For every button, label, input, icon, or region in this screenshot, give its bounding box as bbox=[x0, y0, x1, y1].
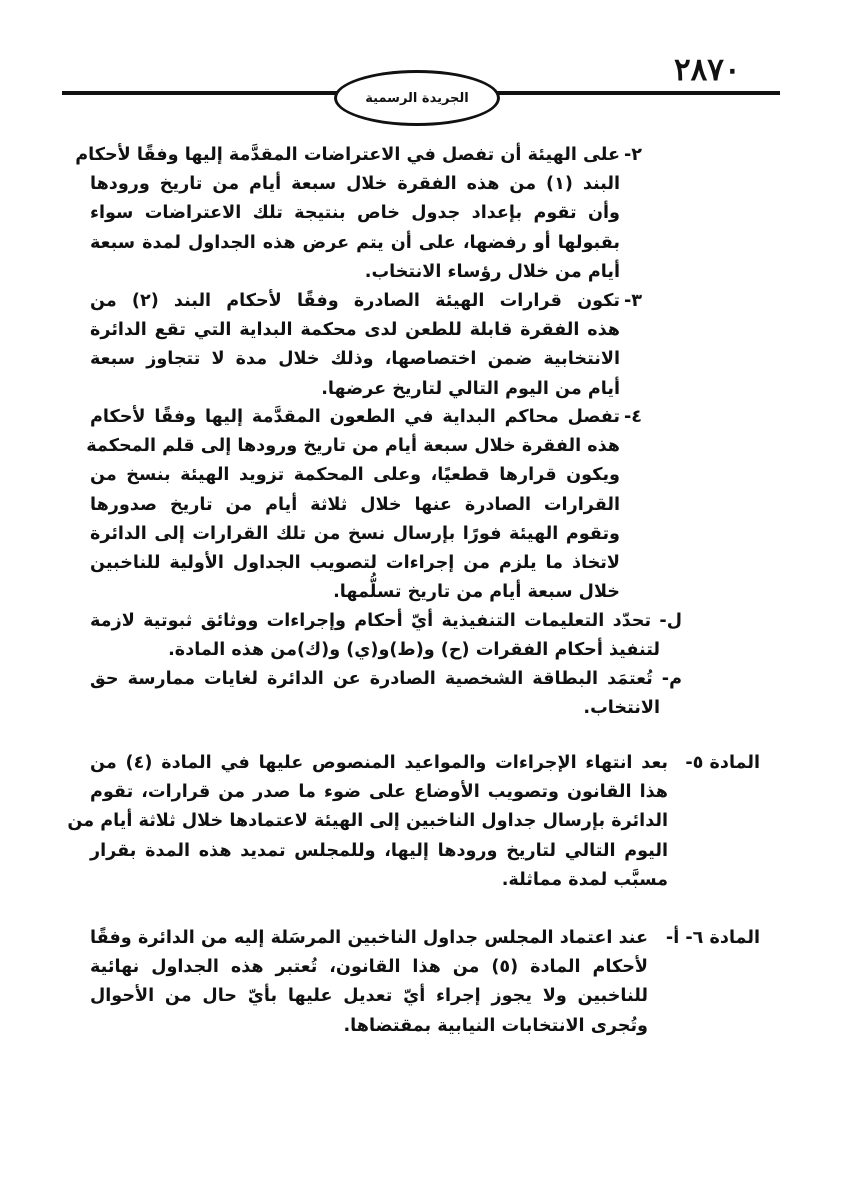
clause-line: الانتخابية ضمن اختصاصها، وذلك خلال مدة لا تتجاوز سبعة bbox=[90, 349, 620, 370]
item-line: الانتخاب. bbox=[583, 698, 660, 719]
clause-line: وتقوم الهيئة فورًا بإرسال نسخ من تلك القرارات إلى الدائرة bbox=[90, 523, 620, 544]
article-line: مسبَّب لمدة مماثلة. bbox=[501, 869, 668, 890]
clause-line: هذه الفقرة خلال سبعة أيام من تاريخ ورودها إلى قلم المحكمة bbox=[86, 436, 620, 457]
article-6 bbox=[90, 924, 760, 1041]
article-line: لأحكام المادة (٥) من هذا القانون، تُعتبر هذه الجداول نهائية bbox=[90, 957, 648, 978]
item-marker: ل- bbox=[659, 611, 682, 631]
clause-line: وأن تقوم بإعداد جدول خاص بنتيجة تلك الاعتراضات سواء bbox=[90, 203, 620, 224]
clause-4 bbox=[86, 403, 642, 607]
clause-line: ويكون قرارها قطعيًا، وعلى المحكمة تزويد الهيئة بنسخ من bbox=[90, 465, 620, 486]
clause-line: لاتخاذ ما يلزم من إجراءات لتصويب الجداول الأولية للناخبين bbox=[90, 553, 620, 574]
clause-line: على الهيئة أن تفصل في الاعتراضات المقدَّمة إليها وفقًا لأحكام bbox=[75, 145, 620, 165]
item-marker: م- bbox=[661, 669, 682, 689]
article-label: المادة ٥- bbox=[685, 753, 760, 773]
article-5 bbox=[67, 749, 760, 895]
article-line: للناخبين ولا يجوز إجراء أيّ تعديل عليها بأيّ حال من الأحوال bbox=[90, 986, 648, 1007]
clause-line: خلال سبعة أيام من تاريخ تسلُّمها. bbox=[333, 582, 620, 603]
clause-line: هذه الفقرة قابلة للطعن لدى محكمة البداية التي تقع الدائرة bbox=[90, 320, 620, 341]
clause-line: تكون قرارات الهيئة الصادرة وفقًا لأحكام البند (٢) من bbox=[90, 291, 620, 311]
article-label: المادة ٦- أ- bbox=[665, 928, 760, 948]
item-mim bbox=[90, 665, 682, 723]
clause-line: القرارات الصادرة عنها خلال ثلاثة أيام من تاريخ صدورها bbox=[90, 494, 620, 515]
clause-line: أيام من خلال رؤساء الانتخاب. bbox=[364, 261, 620, 282]
article-line: وتُجرى الانتخابات النيابية بمقتضاها. bbox=[343, 1015, 648, 1036]
item-line: لتنفيذ أحكام الفقرات (ح) و(ط)و(ي) و(ك)من هذه المادة. bbox=[168, 640, 660, 661]
article-line: بعد انتهاء الإجراءات والمواعيد المنصوص عليها في المادة (٤) من bbox=[90, 753, 668, 773]
article-line: عند اعتماد المجلس جداول الناخبين المرسَلة إليه من الدائرة وفقًا bbox=[90, 928, 648, 948]
article-line: الدائرة بإرسال جداول الناخبين إلى الهيئة لاعتمادها خلال ثلاثة أيام من bbox=[67, 811, 668, 832]
item-line: م- تُعتمَد البطاقة الشخصية الصادرة عن الدائرة لغايات ممارسة حق bbox=[90, 669, 682, 689]
item-line: ل- تحدّد التعليمات التنفيذية أيّ أحكام وإجراءات ووثائق ثبوتية لازمة bbox=[90, 611, 682, 631]
clause-line: البند (١) من هذه الفقرة خلال سبعة أيام من تاريخ ورودها bbox=[90, 174, 620, 195]
page-number: ٢٨٧٠ bbox=[674, 52, 741, 88]
clause-marker: ٢- bbox=[623, 145, 642, 165]
article-line: اليوم التالي لتاريخ ورودها إليها، وللمجلس تمديد هذه المدة بقرار bbox=[90, 840, 668, 861]
clause-3 bbox=[90, 287, 642, 404]
clause-line: أيام من اليوم التالي لتاريخ عرضها. bbox=[321, 378, 620, 399]
clause-line: بقبولها أو رفضها، على أن يتم عرض هذه الجداول لمدة سبعة bbox=[90, 232, 620, 253]
clause-line: تفصل محاكم البداية في الطعون المقدَّمة إليها وفقًا لأحكام bbox=[90, 407, 620, 427]
clause-2 bbox=[75, 141, 642, 287]
clause-marker: ٤- bbox=[623, 407, 642, 427]
gazette-title-oval bbox=[334, 70, 500, 126]
gazette-title: الجريدة الرسمية bbox=[365, 90, 469, 106]
item-lam bbox=[90, 607, 682, 665]
article-line: هذا القانون وتصويب الأوضاع على ضوء ما صدر من قرارات، تقوم bbox=[90, 782, 668, 803]
clause-marker: ٣- bbox=[623, 291, 642, 311]
